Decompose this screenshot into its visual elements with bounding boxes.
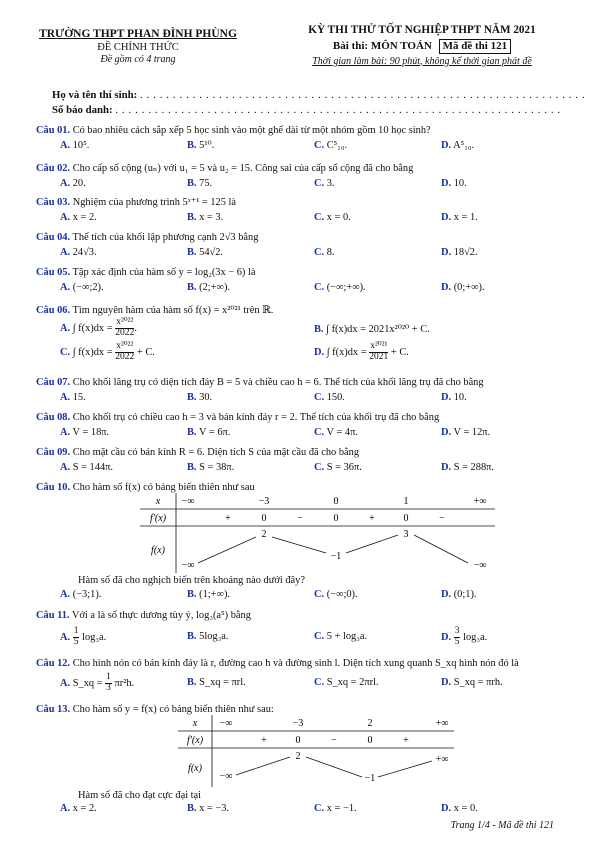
sign: 0	[403, 513, 409, 524]
q6-option-c[interactable]: C. ∫ f(x)dx = $\frac{\text{x²⁰²²}}{2022}$ + C.	[60, 341, 155, 362]
q12-option-b[interactable]: B. S_xq = πrl.	[187, 677, 246, 688]
question-13-sub: Hàm số đã cho đạt cực đại tại	[78, 790, 202, 801]
q6-option-a[interactable]: A. ∫ f(x)dx = $\frac{\text{x²⁰²²}}{2022}$ .	[60, 317, 137, 338]
question-1	[36, 125, 431, 137]
variation-table-q10	[140, 493, 495, 573]
sign: 0	[333, 513, 339, 524]
f-value: 3	[403, 529, 409, 540]
x-value: +∞	[473, 496, 487, 507]
q2-option-c[interactable]: C. 3.	[314, 178, 335, 189]
f-value: −∞	[219, 771, 233, 782]
question-6: Câu 06. Tìm nguyên hàm của hàm số f(x) = x²⁰²¹ trên ℝ.	[36, 305, 274, 316]
x-value: −3	[258, 496, 270, 507]
q1-option-a[interactable]: A. 10⁵.	[60, 140, 90, 151]
arrow-down	[272, 537, 326, 553]
arrow-down	[306, 757, 362, 777]
candidate-name-label: Họ và tên thí sinh:	[52, 89, 138, 101]
q8-option-b[interactable]: B. V = 6π.	[187, 427, 231, 438]
q3-option-c[interactable]: C. x = 0.	[314, 212, 351, 223]
f-value: −∞	[181, 560, 195, 571]
q13-option-c[interactable]: C. x = −1.	[314, 803, 357, 814]
sign: −	[297, 513, 303, 524]
q7-option-c[interactable]: C. 150.	[314, 392, 345, 403]
q4-option-b[interactable]: B. 54√2.	[187, 247, 224, 258]
arrow-up	[198, 537, 256, 563]
sign: −	[331, 735, 337, 746]
question-number: Câu 01.	[36, 125, 71, 136]
q5-option-d[interactable]: D. (0;+∞).	[441, 282, 485, 293]
fraction: $\frac{1}{5}$	[73, 626, 79, 647]
fraction: $\frac{\text{x²⁰²¹}}{2021}$	[369, 341, 389, 362]
arrow-up	[378, 761, 432, 777]
q13-option-b[interactable]: B. x = −3.	[187, 803, 230, 814]
q10-option-c[interactable]: C. (−∞;0).	[314, 589, 358, 600]
question-11: Câu 11. Với a là số thực dương tùy ý, log₃(a⁵) bằng	[36, 610, 251, 621]
question-7: Câu 07. Cho khối lăng trụ có diện tích đáy B = 5 và chiều cao h = 6. Thể tích của khối lăng trụ đã cho bằng	[36, 377, 484, 388]
question-2: Câu 02. Cho cấp số cộng (uₙ) với u₁ = 5 và u₂ = 15. Công sai của cấp số cộng đã cho bằng	[36, 163, 414, 174]
table-label-f: f(x)	[151, 545, 165, 556]
q2-option-d[interactable]: D. 10.	[441, 178, 467, 189]
q11-option-b[interactable]: B. 5log₃a.	[187, 631, 229, 642]
table-label-fp: f′(x)	[149, 513, 167, 524]
f-value: −1	[330, 551, 342, 562]
q12-option-a[interactable]: A. S_xq = $\frac{1}{3}$ πr²h.	[60, 672, 135, 693]
subject-row	[262, 39, 582, 54]
question-3: Câu 03. Nghiệm của phương trình 5ˣ⁺¹ = 125 là	[36, 197, 237, 208]
x-value: 0	[333, 496, 339, 507]
q12-option-c[interactable]: C. S_xq = 2πrl.	[314, 677, 379, 688]
q8-option-d[interactable]: D. V = 12π.	[441, 427, 491, 438]
q2-option-a[interactable]: A. 20.	[60, 178, 86, 189]
question-10-sub: Hàm số đã cho nghịch biến trên khoảng nào dưới đây?	[78, 575, 305, 586]
q9-option-a[interactable]: A. S = 144π.	[60, 462, 113, 473]
q10-option-a[interactable]: A. (−3;1).	[60, 589, 102, 600]
candidate-name-line	[52, 89, 585, 101]
page-count: Đề gồm có 4 trang	[100, 54, 176, 66]
q13-option-d[interactable]: D. x = 0.	[441, 803, 478, 814]
q1-option-b[interactable]: B. 5¹⁰.	[187, 140, 215, 151]
question-10: Câu 10. Cho hàm số f(x) có bảng biến thiên như sau	[36, 482, 255, 493]
q8-option-c[interactable]: C. V = 4π.	[314, 427, 358, 438]
q11-option-c[interactable]: C. 5 + log₃a.	[314, 631, 368, 642]
f-value: 2	[295, 751, 301, 762]
arrow-down	[414, 535, 468, 563]
subject-label: Bài thi: MÔN TOÁN	[332, 39, 432, 52]
x-value: −∞	[181, 496, 195, 507]
exam-code-box: Mã đề thi 121	[439, 39, 511, 54]
candidate-id-label: Số báo danh:	[52, 104, 113, 116]
sign: −	[439, 513, 445, 524]
q3-option-b[interactable]: B. x = 3.	[187, 212, 224, 223]
q4-option-a[interactable]: A. 24√3.	[60, 247, 97, 258]
fraction: $\frac{3}{5}$	[454, 626, 460, 647]
q12-option-d[interactable]: D. S_xq = πrh.	[441, 677, 503, 688]
candidate-id-line	[52, 104, 561, 116]
header-right	[262, 24, 582, 67]
question-12: Câu 12. Cho hình nón có bán kính đáy là r, đường cao h và đường sinh l. Diện tích xung quanh S_xq hình nón đó là	[36, 658, 519, 669]
page-footer: Trang 1/4 - Mã đề thi 121	[450, 820, 554, 831]
q8-option-a[interactable]: A. V = 18π.	[60, 427, 110, 438]
q11-option-a[interactable]: A. $\frac{1}{5}$ log₃a.	[60, 626, 107, 647]
x-value: −3	[292, 718, 304, 729]
time-limit: Thời gian làm bài: 90 phút, không kể thời gian phát đề	[312, 55, 532, 67]
f-value: −∞	[473, 560, 487, 571]
school-name: TRƯỜNG THPT PHAN ĐÌNH PHÙNG	[39, 28, 237, 40]
q5-option-b[interactable]: B. (2;+∞).	[187, 282, 231, 293]
question-text: Có bao nhiêu cách sắp xếp 5 học sinh vào một ghế dài từ một nhóm gồm 10 học sinh?	[72, 125, 431, 136]
x-value: 2	[367, 718, 373, 729]
question-4: Câu 04. Thể tích của khối lập phương cạnh 2√3 bằng	[36, 232, 259, 243]
f-value: +∞	[435, 754, 449, 765]
arrow-up	[346, 535, 398, 553]
q13-option-a[interactable]: A. x = 2.	[60, 803, 97, 814]
q3-option-a[interactable]: A. x = 2.	[60, 212, 97, 223]
candidate-id-dots: . . . . . . . . . . . . . . . . . . . . . . . . . . . . . . . . . . . . . . . . . . . . . . . . . . . . . . . . . . . . . . . . . . . .	[115, 104, 561, 116]
question-8: Câu 08. Cho khối trụ có chiều cao h = 3 và bán kính đáy r = 2. Thể tích của khối trụ đã cho bằng	[36, 412, 440, 423]
sign: +	[225, 513, 231, 524]
q10-option-d[interactable]: D. (0;1).	[441, 589, 477, 600]
sign: +	[261, 735, 267, 746]
question-5: Câu 05. Tập xác định của hàm số y = log₂(3x − 6) là	[36, 267, 256, 278]
q4-option-c[interactable]: C. 8.	[314, 247, 335, 258]
fraction: $\frac{\text{x²⁰²²}}{2022}$	[115, 341, 135, 362]
fraction: $\frac{1}{3}$	[106, 672, 111, 693]
table-label-f: f(x)	[188, 763, 202, 774]
sign: +	[403, 735, 409, 746]
sign: 0	[261, 513, 267, 524]
official-label: ĐỀ CHÍNH THỨC	[97, 42, 179, 54]
question-13: Câu 13. Cho hàm số y = f(x) có bảng biến thiên như sau:	[36, 704, 274, 715]
q7-option-a[interactable]: A. 15.	[60, 392, 86, 403]
q3-option-d[interactable]: D. x = 1.	[441, 212, 478, 223]
header-left	[18, 28, 258, 66]
x-value: 1	[403, 496, 409, 507]
q9-option-c[interactable]: C. S = 36π.	[314, 462, 362, 473]
q1-option-c[interactable]: C. C⁵₁₀.	[314, 140, 348, 151]
candidate-name-dots: . . . . . . . . . . . . . . . . . . . . . . . . . . . . . . . . . . . . . . . . . . . . . . . . . . . . . . . . . . . . . . . . . . . .	[139, 89, 586, 101]
table-label-fp: f′(x)	[186, 735, 204, 746]
variation-table-q13	[178, 715, 454, 787]
sign: +	[369, 513, 375, 524]
exam-title: KỲ THI THỬ TỐT NGHIỆP THPT NĂM 2021	[308, 24, 536, 36]
x-value: +∞	[435, 718, 449, 729]
table-label-x: x	[155, 496, 161, 507]
question-9: Câu 09. Cho mặt cầu có bán kính R = 6. Diện tích S của mặt cầu đã cho bằng	[36, 447, 360, 458]
f-value: 2	[261, 529, 267, 540]
q9-option-d[interactable]: D. S = 288π.	[441, 462, 494, 473]
q6-option-b[interactable]: B. ∫ f(x)dx = 2021x²⁰²⁰ + C.	[314, 324, 430, 335]
f-value: −1	[364, 773, 376, 784]
table-label-x: x	[192, 718, 198, 729]
q1-option-d[interactable]: D. A⁵₁₀.	[441, 140, 475, 151]
sign: 0	[367, 735, 373, 746]
q9-option-b[interactable]: B. S = 38π.	[187, 462, 235, 473]
arrow-up	[236, 757, 290, 775]
x-value: −∞	[219, 718, 233, 729]
q7-option-b[interactable]: B. 30.	[187, 392, 213, 403]
q10-option-b[interactable]: B. (1;+∞).	[187, 589, 231, 600]
sign: 0	[295, 735, 301, 746]
q6-option-d[interactable]: D. ∫ f(x)dx = $\frac{\text{x²⁰²¹}}{2021}$ + C.	[314, 341, 409, 362]
fraction: $\frac{\text{x²⁰²²}}{2022}$	[115, 317, 135, 338]
q11-option-d[interactable]: D. $\frac{3}{5}$ log₃a.	[441, 626, 488, 647]
q2-option-b[interactable]: B. 75.	[187, 178, 213, 189]
q4-option-d[interactable]: D. 18√2.	[441, 247, 478, 258]
q5-option-a[interactable]: A. (−∞;2).	[60, 282, 104, 293]
q5-option-c[interactable]: C. (−∞;+∞).	[314, 282, 366, 293]
q7-option-d[interactable]: D. 10.	[441, 392, 467, 403]
